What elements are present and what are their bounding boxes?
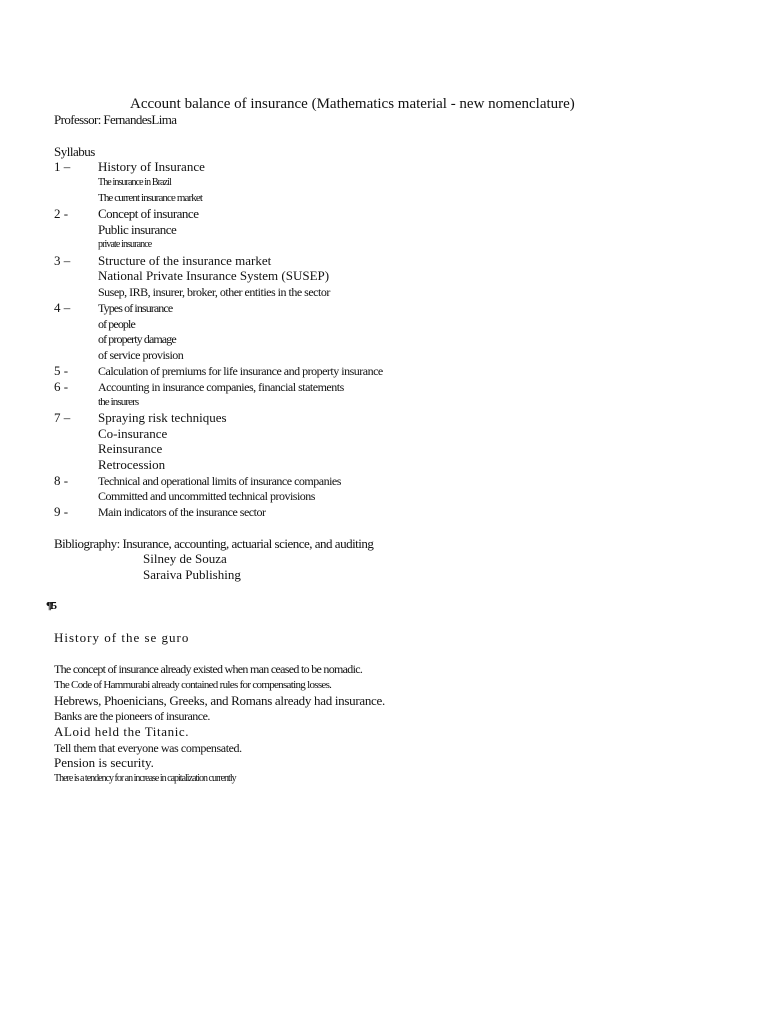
syllabus-subitem (0, 175, 768, 191)
syllabus-subitem (0, 190, 768, 206)
syllabus-item-text: History of Insurance (98, 159, 205, 174)
syllabus-subitem-text: the insurers (98, 396, 139, 408)
syllabus-item-number: 9 - (54, 504, 69, 519)
syllabus-item (0, 253, 768, 269)
syllabus-item (0, 379, 768, 395)
paragraph-line: There is a tendency for an increase in capitalization currently (54, 773, 236, 784)
syllabus-item-number: 4 – (54, 300, 71, 315)
syllabus-subitem (0, 457, 768, 473)
bibliography-publisher: Saraiva Publishing (143, 567, 241, 582)
syllabus-item-number: 5 - (54, 363, 69, 378)
syllabus-subitem-text: Co-insurance (98, 426, 168, 441)
section-marker: ¶15 (46, 600, 54, 612)
syllabus-item (0, 159, 768, 175)
syllabus-subitem-text: The insurance in Brazil (98, 177, 171, 188)
paragraph-line: Banks are the pioneers of insurance. (54, 709, 210, 723)
syllabus-subitem-text: Committed and uncommitted technical provisions (98, 489, 315, 503)
syllabus-item-number: 3 – (54, 253, 71, 268)
syllabus-subitem (0, 331, 768, 347)
paragraph-line: Hebrews, Phoenicians, Greeks, and Romans already had insurance. (54, 693, 385, 708)
bibliography-author: Silney de Souza (143, 551, 227, 566)
syllabus-item-text: Types of insurance (98, 301, 173, 315)
professor-line: Professor: FernandesLima (54, 112, 177, 127)
syllabus-subitem (0, 316, 768, 332)
syllabus-subitem-text: National Private Insurance System (SUSEP) (98, 268, 330, 283)
syllabus-subitem-text: Reinsurance (98, 441, 163, 456)
syllabus-item (0, 410, 768, 426)
syllabus-subitem-text: private insurance (98, 239, 152, 250)
syllabus-subitem (0, 284, 768, 300)
paragraph-line: Pension is security. (54, 755, 154, 770)
syllabus-item (0, 473, 768, 489)
syllabus-subitem-text: The current insurance market (98, 192, 202, 204)
syllabus-item (0, 206, 768, 222)
syllabus-subitem-text: Public insurance (98, 222, 177, 237)
syllabus-item-text: Spraying risk techniques (98, 410, 227, 425)
syllabus-subitem (0, 488, 768, 504)
document-title: Account balance of insurance (Mathematics material - new nomenclature) (130, 96, 575, 112)
syllabus-item-text: Concept of insurance (98, 206, 199, 221)
syllabus-item-number: 7 – (54, 410, 71, 425)
syllabus-subitem (0, 237, 768, 253)
syllabus-subitem (0, 394, 768, 410)
syllabus-subitem (0, 426, 768, 442)
syllabus-subitem (0, 347, 768, 363)
syllabus-item (0, 504, 768, 520)
syllabus-item-text: Calculation of premiums for life insurance and property insurance (98, 364, 383, 378)
section-heading: History of the se guro (54, 630, 190, 645)
syllabus-subitem-text: of service provision (98, 348, 184, 362)
syllabus-item-number: 1 – (54, 159, 71, 174)
syllabus-heading: Syllabus (54, 144, 95, 159)
syllabus-item-text: Technical and operational limits of insurance companies (98, 474, 341, 488)
syllabus-subitem-text: Susep, IRB, insurer, broker, other entities in the sector (98, 285, 330, 299)
syllabus-subitem-text: of property damage (98, 332, 176, 346)
paragraph-line: The Code of Hammurabi already contained rules for compensating losses. (54, 679, 332, 691)
syllabus-subitem-text: Retrocession (98, 457, 166, 472)
syllabus-item-number: 6 - (54, 379, 69, 394)
syllabus-item-text: Accounting in insurance companies, financial statements (98, 380, 344, 394)
syllabus-item-number: 8 - (54, 473, 69, 488)
syllabus-item-text: Main indicators of the insurance sector (98, 505, 266, 519)
bibliography-line: Bibliography: Insurance, accounting, actuarial science, and auditing (54, 536, 374, 551)
paragraph-line: ALoid held the Titanic. (54, 724, 190, 739)
syllabus-item (0, 300, 768, 316)
syllabus-subitem (0, 268, 768, 284)
syllabus-item-number: 2 - (54, 206, 69, 221)
syllabus-item-text: Structure of the insurance market (98, 253, 272, 268)
syllabus-item (0, 363, 768, 379)
syllabus-subitem (0, 441, 768, 457)
paragraph-line: Tell them that everyone was compensated. (54, 741, 242, 755)
paragraph-line: The concept of insurance already existed when man ceased to be nomadic. (54, 662, 363, 676)
syllabus-subitem-text: of people (98, 317, 135, 331)
syllabus-subitem (0, 222, 768, 238)
